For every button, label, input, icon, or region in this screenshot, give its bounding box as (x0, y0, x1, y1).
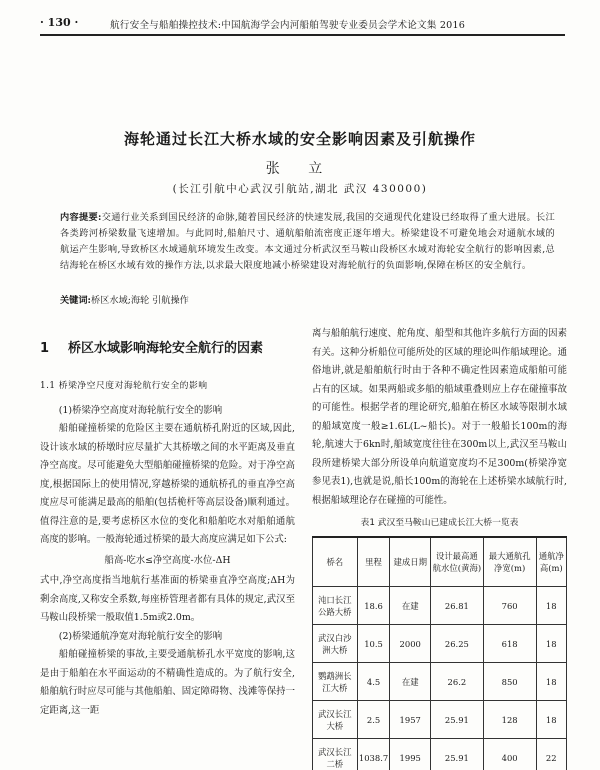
cell: 25.91 (431, 701, 484, 739)
paragraph: 离与船舶航行速度、舵角度、船型和其他许多航行方面的因素有关。这种分析船位可能所处的区域的理论叫作船域理论。通俗地讲,就是船舶航行时由于各种不确定性因素造成船舶可能占有的区域。如果两船或多船的船域重叠则应上存在碰撞事故的可能性。根据学者的理论研究,船舶在桥区水域等限制水域的船域宽度一般≥1.6L(L~船长)。对于一般船长100m的海轮,航速大于6kn时,船域宽度往往在300m以上,武汉至马鞍山段所建桥梁大部分所设单向航道宽度均不足300m(桥梁净宽参见表1),也就是说,船长100m的海轮在上述桥梁水域航行时,根据船域理论存在碰撞的可能性。 (312, 328, 567, 506)
cell: 18 (536, 701, 566, 739)
col-header: 通航净高(m) (536, 537, 566, 587)
section-number: 1 (40, 341, 50, 356)
cell: 鹦鹉洲长江大桥 (313, 663, 358, 701)
cell: 武汉长江二桥 (313, 739, 358, 770)
paragraph: (2)桥梁通航净宽对海轮航行安全的影响 (58, 630, 223, 642)
table-row (313, 587, 567, 625)
cell: 4.5 (357, 663, 390, 701)
cell: 武汉白沙洲大桥 (313, 625, 358, 663)
cell: 760 (483, 587, 536, 625)
author: 张 立 (265, 161, 335, 177)
cell: 26.2 (431, 663, 484, 701)
table-caption: 表1 武汉至马鞍山已建成长江大桥一览表 (360, 518, 519, 528)
cell: 26.25 (431, 625, 484, 663)
paragraph: 式中,净空高度指当地航行基准面的桥梁垂直净空高度;ΔH为剩余高度,又称安全系数,每座桥管理者都有具体的规定,武汉至马鞍山段桥梁一般取值1.5m或2.0m。 (40, 575, 295, 623)
table-row (313, 739, 567, 770)
abstract-label: 内容提要: (60, 212, 102, 223)
cell: 618 (483, 625, 536, 663)
cell: 10.5 (357, 625, 390, 663)
cell: 沌口长江公路大桥 (313, 587, 358, 625)
cell: 2.5 (357, 701, 390, 739)
cell: 18 (536, 663, 566, 701)
cell: 128 (483, 701, 536, 739)
cell: 在建 (390, 587, 431, 625)
right-column (312, 325, 567, 770)
running-title: 航行安全与船舶操控技术:中国航海学会内河船舶驾驶专业委员会学术论文集 2016 (110, 20, 466, 31)
col-header: 最大通航孔净宽(m) (483, 537, 536, 587)
cell: 26.81 (431, 587, 484, 625)
keywords-label: 关键词: (60, 295, 91, 306)
table-header-row (313, 537, 567, 587)
bridge-table (312, 536, 567, 770)
cell: 武汉长江大桥 (313, 701, 358, 739)
affiliation: (长江引航中心武汉引航站,湖北 武汉 430000) (172, 183, 428, 195)
section-title: 桥区水域影响海轮安全航行的因素 (68, 341, 264, 356)
running-header (40, 14, 565, 36)
col-header: 里程 (357, 537, 390, 587)
cell: 在建 (390, 663, 431, 701)
paper-title: 海轮通过长江大桥水域的安全影响因素及引航操作 (123, 130, 476, 148)
col-header: 建成日期 (390, 537, 431, 587)
cell: 1038.7 (357, 739, 390, 770)
table-row (313, 701, 567, 739)
section-heading (40, 339, 295, 359)
cell: 850 (483, 663, 536, 701)
cell: 22 (536, 739, 566, 770)
cell: 1995 (390, 739, 431, 770)
paragraph: 船舶碰撞桥梁的危险区主要在通航桥孔附近的区域,因此,设计该水域的桥墩时应尽量扩大其桥墩之间的水平距离及垂直净空高度。尽可能避免大型船舶碰撞桥梁的危险。对于净空高度,根据国际上的使用情况,穿越桥梁的通航桥孔的垂直净空高度应尽可能满足最高的船舶(包括桅杆等高层设备)顺利通过。值得注意的是,要考虑桥区水位的变化和船舶吃水对船舶通航高度的影响。一般海轮通过桥梁的最大高度应满足如下公式: (40, 423, 295, 545)
formula: 船高-吃水≤净空高度-水位-ΔH (104, 554, 231, 566)
cell: 18 (536, 625, 566, 663)
keywords-text: 桥区水域;海轮 引航操作 (90, 295, 189, 306)
abstract-text: 交通行业关系到国民经济的命脉,随着国民经济的快速发展,我国的交通现代化建设已经取得了重大进展。长江各类跨河桥梁数量飞速增加。与此同时,船舶尺寸、通航船舶流密度正逐年增大。桥梁建设不可避免地会对通航水域的航运产生影响,导致桥区水域通航环境发生改变。本文通过分析武汉至马鞍山段桥区水域对海轮安全航行的影响因素,总结海轮在桥区水域有效的操作方法,以求最大限度地减小桥梁建设对海轮航行的负面影响,保障在桥区的安全航行。 (60, 212, 555, 271)
abstract (60, 210, 555, 274)
keywords (60, 292, 555, 306)
cell: 18.6 (357, 587, 390, 625)
cell: 1957 (390, 701, 431, 739)
col-header: 桥名 (313, 537, 358, 587)
cell: 18 (536, 587, 566, 625)
left-column (40, 325, 295, 720)
table-row (313, 663, 567, 701)
paragraph: (1)桥梁净空高度对海轮航行安全的影响 (58, 404, 223, 416)
cell: 2000 (390, 625, 431, 663)
subsection-heading: 1.1 桥梁净空尺度对海轮航行安全的影响 (40, 381, 208, 391)
paragraph: 船舶碰撞桥梁的事故,主要受通航桥孔水平宽度的影响,这是由于船舶在水平面运动的不精确性造成的。为了航行安全,船舶航行时应尽可能与其他船舶、固定障碍物、浅滩等保持一定距离,这一距 (40, 649, 295, 716)
cell: 400 (483, 739, 536, 770)
col-header: 设计最高通航水位(黄海) (431, 537, 484, 587)
cell: 25.91 (431, 739, 484, 770)
table-row (313, 625, 567, 663)
page-number: · 130 · (40, 16, 79, 29)
